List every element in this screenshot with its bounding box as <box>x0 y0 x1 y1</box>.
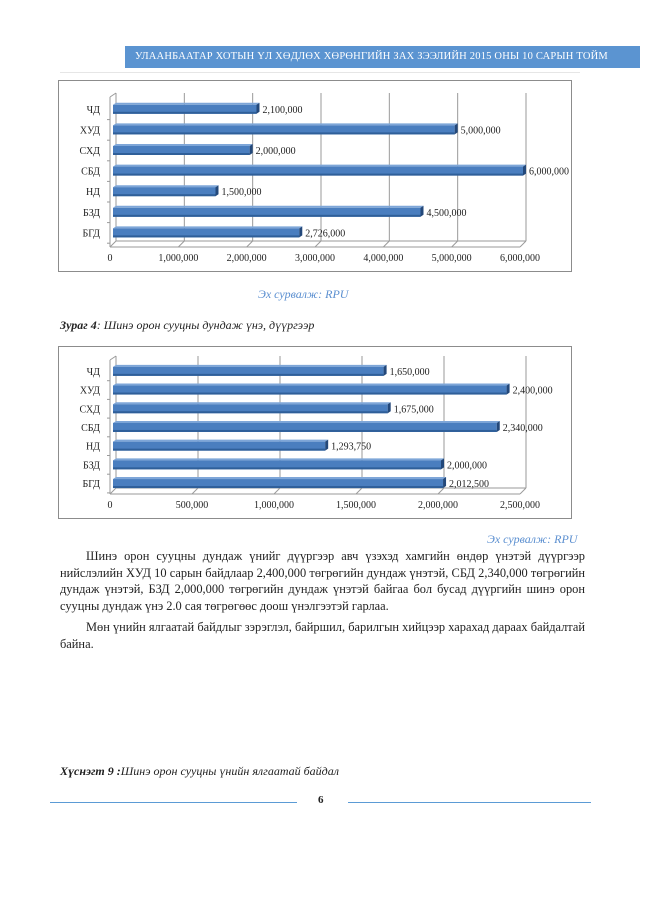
x-tick-label: 4,000,000 <box>363 253 404 264</box>
table-9-title: Шинэ орон сууцны үнийн ялгаатай байдал <box>120 764 339 778</box>
bar-НД <box>113 440 328 451</box>
x-tick-label: 500,000 <box>175 500 209 511</box>
chart-1-frame <box>58 80 572 272</box>
bar-НД <box>113 185 219 196</box>
data-label: 1,650,000 <box>389 366 430 378</box>
data-label: 4,500,000 <box>426 207 467 219</box>
x-tick-label: 2,000,000 <box>226 253 267 264</box>
bar-БГД <box>113 477 446 488</box>
data-label: 6,000,000 <box>529 166 569 178</box>
x-tick-label: 6,000,000 <box>500 253 540 264</box>
category-label: БЗД <box>83 207 100 219</box>
data-label: 1,675,000 <box>393 404 434 416</box>
body-paragraph-1: Шинэ орон сууцны дундаж үнийг дүүргээр авч үзэхэд хамгийн өндөр үнэтэй дүүргээр нийслэлийн ХУД 10 сарын байдлаар 2,400,000 төгрөгийн дундаж үнэтэй, СБД 2,340,000 төгрөгийн дундаж үнэтэй, БЗД 2,000,000 төгрөгийн дундаж үнэтэй байгаа бол бусад дүүргийн шинэ орон сууцны дундаж үнэ 2.0 сая төгрөгөөс доош үнэлгээтэй гарлаа. <box>60 549 585 613</box>
data-label: 2,400,000 <box>512 385 553 397</box>
data-label: 1,500,000 <box>221 187 262 199</box>
bar-ХУД <box>113 384 510 395</box>
figure-4-caption <box>60 318 314 333</box>
x-tick-label: 0 <box>107 253 113 264</box>
data-label: 1,293,750 <box>331 441 372 453</box>
data-label: 5,000,000 <box>460 125 501 137</box>
figure-4-label: Зураг 4 <box>60 318 97 332</box>
category-label: СБД <box>81 166 100 178</box>
x-tick-label: 1,500,000 <box>336 500 376 511</box>
bar-СХД <box>113 144 253 155</box>
data-label: 2,012,500 <box>449 479 490 491</box>
x-tick-label: 2,000,000 <box>418 500 458 511</box>
footer-line-left <box>50 802 297 803</box>
category-label: ЧД <box>86 366 100 378</box>
figure-4-title: : Шинэ орон сууцны дундаж үнэ, дүүргээр <box>96 318 315 332</box>
chart-2-plot <box>59 347 573 520</box>
category-label: СБД <box>81 422 100 434</box>
bar-БГД <box>113 226 302 237</box>
bar-ЧД <box>113 365 387 376</box>
header-divider <box>60 72 580 73</box>
data-label: 2,000,000 <box>447 460 487 472</box>
page-header-banner <box>125 46 640 68</box>
chart-1-source: Эх сурвалж: RPU <box>258 287 349 301</box>
chart-2-source: Эх сурвалж: RPU <box>487 532 578 546</box>
data-label: 2,340,000 <box>502 422 543 434</box>
data-label: 2,000,000 <box>255 146 296 157</box>
table-9-label: Хүснэгт 9 : <box>60 764 121 778</box>
bar-ЧД <box>113 103 260 114</box>
bar-СХД <box>113 402 391 413</box>
x-tick-label: 5,000,000 <box>431 253 472 264</box>
bar-ХУД <box>113 123 458 134</box>
category-label: НД <box>85 187 100 199</box>
category-label: НД <box>85 441 100 453</box>
footer-line-right <box>348 802 591 803</box>
category-label: БГД <box>82 228 100 240</box>
bar-БЗД <box>113 458 444 469</box>
category-label: СХД <box>79 404 100 416</box>
category-label: ХУД <box>79 125 100 137</box>
page-number: 6 <box>318 794 324 806</box>
data-label: 2,726,000 <box>305 228 346 240</box>
body-paragraph-2: Мөн үнийн ялгаатай байдлыг зэрэглэл, байршил, барилгын хийцээр харахад дараах байдалтай байна. <box>60 620 585 651</box>
bar-БЗД <box>113 206 424 217</box>
category-label: ЧД <box>86 104 100 116</box>
category-label: ХУД <box>79 385 100 397</box>
bar-СБД <box>113 421 500 432</box>
x-tick-label: 2,500,000 <box>500 500 540 511</box>
header-title: УЛААНБААТАР ХОТЫН ҮЛ ХӨДЛӨХ ХӨРӨНГИЙН ЗАХ ЗЭЭЛИЙН 2015 ОНЫ 10 САРЫН ТОЙМ <box>135 51 608 62</box>
category-label: БГД <box>82 479 100 491</box>
category-label: БЗД <box>83 460 100 472</box>
x-tick-label: 1,000,000 <box>254 500 294 511</box>
chart-1-plot <box>59 81 573 273</box>
x-tick-label: 1,000,000 <box>158 253 199 264</box>
x-tick-label: 3,000,000 <box>295 253 335 264</box>
table-9-caption <box>60 764 339 779</box>
data-label: 2,100,000 <box>262 104 303 116</box>
x-tick-label: 0 <box>107 500 113 511</box>
chart-2-frame <box>58 346 572 519</box>
category-label: СХД <box>79 146 100 157</box>
bar-СБД <box>113 165 526 176</box>
